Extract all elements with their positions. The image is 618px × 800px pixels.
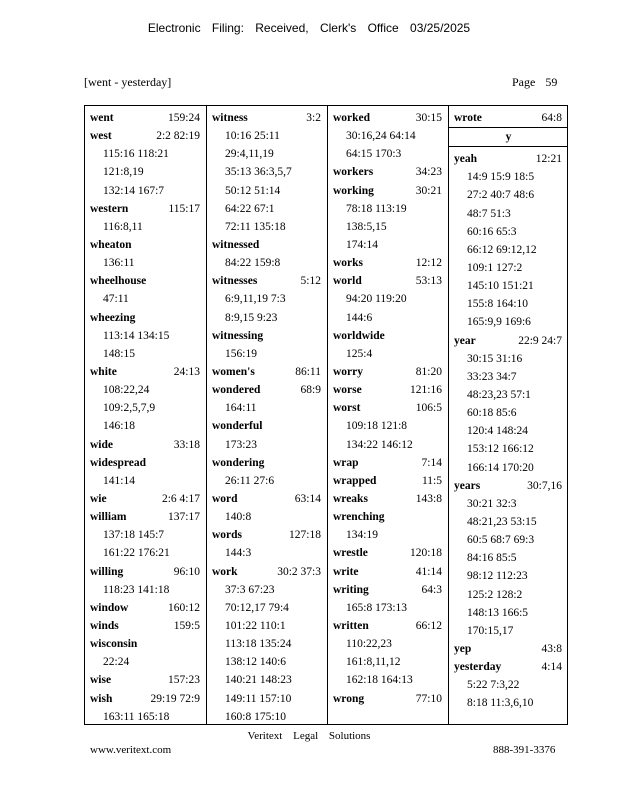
index-entry-heading — [333, 163, 444, 181]
index-reference: 24:13 — [173, 365, 200, 378]
index-entry-heading — [212, 272, 323, 290]
index-reference-line: 134:19 — [346, 529, 378, 542]
index-reference-line: 48:21,23 53:15 — [467, 515, 537, 528]
index-reference-line: 8:18 11:3,6,10 — [467, 697, 534, 710]
index-entry-heading — [90, 690, 202, 708]
index-word: years — [454, 479, 481, 492]
index-word: west — [90, 130, 112, 143]
index-word: worse — [333, 384, 362, 397]
index-reference: 143:8 — [415, 492, 442, 505]
index-entry-heading — [454, 150, 564, 168]
footer-company: Veritext Legal Solutions — [247, 730, 371, 742]
index-reference-line: 48:23,23 57:1 — [467, 388, 531, 401]
index-entry-heading — [333, 254, 444, 272]
index-entry-heading — [333, 454, 444, 472]
index-reference: 96:10 — [173, 565, 200, 578]
index-reference-line: 140:21 148:23 — [225, 674, 292, 687]
index-reference-line: 10:16 25:11 — [225, 130, 280, 143]
index-reference-line: 148:13 166:5 — [467, 606, 529, 619]
index-reference-line: 141:14 — [103, 474, 135, 487]
index-range: [went - yesterday] — [84, 75, 172, 89]
index-entry-heading — [333, 490, 444, 508]
index-word: writing — [333, 583, 369, 596]
index-word: wish — [90, 692, 113, 705]
index-reference-line: 109:18 121:8 — [346, 420, 408, 433]
index-reference: 2:2 82:19 — [156, 130, 200, 143]
index-reference-line: 161:8,11,12 — [346, 656, 401, 669]
index-reference: 3:2 — [306, 112, 321, 124]
index-reference-line: 113:18 135:24 — [225, 638, 292, 651]
index-entry-heading — [454, 332, 564, 350]
index-word: wondering — [212, 456, 265, 469]
index-reference-line: 66:12 69:12,12 — [467, 243, 537, 256]
index-reference: 12:21 — [535, 153, 562, 166]
index-entry-heading — [333, 472, 444, 490]
index-word: wheezing — [90, 311, 136, 324]
index-reference-line: 166:14 170:20 — [467, 461, 534, 474]
index-word: wonderful — [212, 420, 263, 433]
index-reference-line: 50:12 51:14 — [225, 184, 281, 197]
index-word: wrote — [454, 112, 482, 124]
index-reference-line: 136:11 — [103, 257, 135, 270]
index-reference: 159:5 — [173, 619, 200, 632]
index-reference-line: 110:22,23 — [346, 638, 392, 651]
index-reference-line: 121:8,19 — [103, 166, 144, 179]
index-reference: 30:2 37:3 — [277, 565, 321, 578]
index-entry-heading — [90, 599, 202, 617]
index-reference: 2:6 4:17 — [161, 492, 200, 505]
index-reference: 4:14 — [541, 661, 562, 674]
index-reference-line: 156:19 — [225, 347, 257, 360]
index-entry-heading — [90, 363, 202, 381]
index-entry-heading — [212, 363, 323, 381]
page-value: 59 — [545, 75, 558, 89]
index-column — [327, 106, 448, 724]
index-reference-line: 170:15,17 — [467, 624, 514, 637]
index-word: wrenching — [333, 511, 385, 524]
index-word: working — [333, 184, 374, 197]
index-reference-line: 125:2 128:2 — [467, 588, 523, 601]
index-word: willing — [90, 565, 124, 578]
index-reference: 22:9 24:7 — [518, 334, 562, 347]
index-entry-heading — [90, 272, 202, 290]
index-reference-line: 64:15 170:3 — [346, 148, 402, 161]
index-reference: 63:14 — [294, 492, 321, 505]
index-entry-heading — [333, 399, 444, 417]
index-word: winds — [90, 619, 119, 632]
index-reference: 77:10 — [415, 692, 442, 705]
index-word: wreaks — [333, 492, 368, 505]
index-word: written — [333, 619, 369, 632]
page-label: Page — [512, 75, 536, 89]
index-reference-line: 98:12 112:23 — [467, 570, 528, 583]
section-letter: y — [449, 127, 568, 147]
index-entry-heading — [212, 327, 323, 345]
index-reference-line: 60:18 85:6 — [467, 407, 517, 420]
index-word: wheelhouse — [90, 275, 147, 288]
index-word: witnessing — [212, 329, 264, 342]
index-reference-line: 149:11 157:10 — [225, 692, 292, 705]
index-entry-heading — [333, 544, 444, 562]
index-reference-line: 153:12 166:12 — [467, 443, 534, 456]
index-word: western — [90, 202, 129, 215]
index-reference-line: 47:11 — [103, 293, 129, 306]
index-reference: 68:9 — [300, 384, 321, 397]
word-index — [84, 105, 568, 725]
index-reference-line: 60:5 68:7 69:3 — [467, 534, 535, 547]
index-reference-line: 161:22 176:21 — [103, 547, 170, 560]
index-word: wrestle — [333, 547, 368, 560]
index-reference-line: 125:4 — [346, 347, 373, 360]
index-reference: 115:17 — [168, 202, 200, 215]
index-reference: 157:23 — [168, 674, 200, 687]
index-word: women's — [212, 365, 255, 378]
index-entry-heading — [212, 454, 323, 472]
index-word: witness — [212, 112, 248, 124]
index-reference-line: 160:8 175:10 — [225, 710, 287, 723]
index-reference-line: 60:16 65:3 — [467, 225, 517, 238]
index-entry-heading — [333, 327, 444, 345]
index-reference-line: 35:13 36:3,5,7 — [225, 166, 292, 179]
index-reference-line: 101:22 110:1 — [225, 619, 286, 632]
index-reference-line: 108:22,24 — [103, 384, 150, 397]
index-reference-line: 64:22 67:1 — [225, 202, 275, 215]
index-reference: 64:3 — [421, 583, 442, 596]
index-reference-line: 137:18 145:7 — [103, 529, 165, 542]
index-word: wisconsin — [90, 638, 138, 651]
index-word: write — [333, 565, 359, 578]
index-entry-heading — [90, 617, 202, 635]
index-reference-line: 70:12,17 79:4 — [225, 601, 289, 614]
index-entry-heading — [333, 690, 444, 708]
index-reference-line: 84:22 159:8 — [225, 257, 281, 270]
index-reference-line: 84:16 85:5 — [467, 552, 517, 565]
index-entry-heading — [333, 109, 444, 127]
index-reference: 12:12 — [415, 257, 442, 270]
index-reference-line: 155:8 164:10 — [467, 298, 529, 311]
index-entry-heading — [333, 617, 444, 635]
index-reference: 53:13 — [415, 275, 442, 288]
index-word: world — [333, 275, 362, 288]
index-word: witnessed — [212, 238, 260, 251]
index-entry-heading — [333, 381, 444, 399]
index-word: white — [90, 365, 117, 378]
index-reference: 64:8 — [541, 112, 562, 124]
index-entry-heading — [333, 508, 444, 526]
index-reference-line: 146:18 — [103, 420, 135, 433]
filing-stamp: Electronic Filing: Received, Clerk's Office 03/25/2025 — [147, 21, 471, 35]
index-reference-line: 144:3 — [225, 547, 252, 560]
index-reference-line: 165:8 173:13 — [346, 601, 408, 614]
index-entry-heading — [333, 272, 444, 290]
index-word: yep — [454, 642, 472, 655]
index-word: wrapped — [333, 474, 377, 487]
index-reference-line: 113:14 134:15 — [103, 329, 170, 342]
index-word: worldwide — [333, 329, 385, 342]
index-reference-line: 115:16 118:21 — [103, 148, 169, 161]
index-word: words — [212, 529, 243, 542]
index-entry-heading — [212, 417, 323, 435]
index-entry-heading — [90, 490, 202, 508]
index-word: wondered — [212, 384, 261, 397]
index-reference-line: 78:18 113:19 — [346, 202, 407, 215]
index-entry-heading — [454, 477, 564, 495]
index-reference-line: 33:23 34:7 — [467, 370, 517, 383]
index-reference-line: 120:4 148:24 — [467, 425, 529, 438]
index-reference: 66:12 — [415, 619, 442, 632]
index-reference-line: 6:9,11,19 7:3 — [225, 293, 286, 306]
index-reference: 30:7,16 — [527, 479, 562, 492]
index-entry-heading — [212, 381, 323, 399]
index-entry-heading — [212, 109, 323, 127]
index-reference-line: 164:11 — [225, 402, 257, 415]
index-word: worst — [333, 402, 361, 415]
index-word: yeah — [454, 153, 477, 166]
index-word: wie — [90, 492, 107, 505]
index-entry-heading — [90, 563, 202, 581]
index-entry-heading — [90, 671, 202, 689]
index-reference: 11:5 — [421, 474, 442, 487]
index-entry-heading — [90, 309, 202, 327]
index-entry-heading — [212, 526, 323, 544]
index-entry-heading — [454, 658, 564, 676]
index-word: year — [454, 334, 476, 347]
index-column — [206, 106, 327, 724]
index-entry-heading — [454, 640, 564, 658]
index-word: works — [333, 257, 364, 270]
index-reference: 7:14 — [421, 456, 442, 469]
index-entry-heading — [90, 127, 202, 145]
index-reference: 120:18 — [410, 547, 442, 560]
index-reference-line: 144:6 — [346, 311, 373, 324]
index-reference-line: 118:23 141:18 — [103, 583, 170, 596]
index-entry-heading — [90, 508, 202, 526]
page-number — [512, 75, 557, 90]
index-word: workers — [333, 166, 374, 179]
index-reference-line: 138:5,15 — [346, 220, 387, 233]
index-entry-heading — [90, 454, 202, 472]
index-reference: 81:20 — [415, 365, 442, 378]
index-reference-line: 14:9 15:9 18:5 — [467, 171, 535, 184]
index-reference-line: 162:18 164:13 — [346, 674, 413, 687]
index-reference: 127:18 — [289, 529, 321, 542]
index-reference-line: 26:11 27:6 — [225, 474, 275, 487]
index-reference-line: 140:8 — [225, 511, 252, 524]
index-entry-heading — [90, 236, 202, 254]
index-word: wrong — [333, 692, 365, 705]
index-reference-line: 109:1 127:2 — [467, 261, 523, 274]
index-reference: 137:17 — [168, 511, 200, 524]
index-entry-heading — [90, 635, 202, 653]
index-reference: 86:11 — [295, 365, 321, 378]
index-word: work — [212, 565, 238, 578]
index-word: worked — [333, 112, 371, 124]
index-reference-line: 148:15 — [103, 347, 135, 360]
index-reference: 33:18 — [173, 438, 200, 451]
index-word: william — [90, 511, 127, 524]
footer-website: www.veritext.com — [90, 744, 172, 756]
index-entry-heading — [212, 563, 323, 581]
index-reference: 106:5 — [415, 402, 442, 415]
index-word: word — [212, 492, 238, 505]
index-reference: 5:12 — [300, 275, 321, 288]
index-entry-heading — [333, 563, 444, 581]
index-entry-heading — [333, 182, 444, 200]
index-reference: 159:24 — [168, 112, 200, 124]
index-word: wrap — [333, 456, 359, 469]
index-reference-line: 174:14 — [346, 238, 378, 251]
index-reference-line: 29:4,11,19 — [225, 148, 274, 161]
index-reference-line: 116:8,11 — [103, 220, 143, 233]
index-reference-line: 8:9,15 9:23 — [225, 311, 278, 324]
footer-phone: 888-391-3376 — [493, 744, 556, 756]
index-column — [85, 106, 206, 724]
index-word: yesterday — [454, 661, 502, 674]
index-reference-line: 30:21 32:3 — [467, 497, 517, 510]
index-reference: 160:12 — [168, 601, 200, 614]
index-reference-line: 22:24 — [103, 656, 130, 669]
index-reference-line: 173:23 — [225, 438, 257, 451]
index-word: window — [90, 601, 129, 614]
index-reference-line: 132:14 167:7 — [103, 184, 165, 197]
index-reference-line: 27:2 40:7 48:6 — [467, 189, 535, 202]
index-column — [448, 106, 568, 724]
index-reference: 29:19 72:9 — [150, 692, 200, 705]
index-reference-line: 145:10 151:21 — [467, 280, 534, 293]
index-reference-line: 48:7 51:3 — [467, 207, 511, 220]
index-entry-heading — [212, 236, 323, 254]
index-entry-heading — [90, 200, 202, 218]
index-entry-heading — [212, 490, 323, 508]
index-reference-line: 94:20 119:20 — [346, 293, 407, 306]
index-entry-heading — [333, 363, 444, 381]
index-reference-line: 163:11 165:18 — [103, 710, 170, 723]
index-word: worry — [333, 365, 364, 378]
index-reference-line: 165:9,9 169:6 — [467, 316, 531, 329]
index-entry-heading — [90, 109, 202, 127]
index-reference-line: 5:22 7:3,22 — [467, 679, 520, 692]
index-reference: 121:16 — [410, 384, 442, 397]
index-word: wise — [90, 674, 112, 687]
index-reference: 30:15 — [415, 112, 442, 124]
index-reference: 43:8 — [541, 642, 562, 655]
index-word: went — [90, 112, 114, 124]
index-entry-heading — [90, 436, 202, 454]
index-reference-line: 109:2,5,7,9 — [103, 402, 156, 415]
index-reference-line: 30:15 31:16 — [467, 352, 523, 365]
index-reference-line: 72:11 135:18 — [225, 220, 286, 233]
index-reference-line: 138:12 140:6 — [225, 656, 287, 669]
index-entry-heading — [333, 581, 444, 599]
index-reference: 34:23 — [415, 166, 442, 179]
index-reference: 41:14 — [415, 565, 442, 578]
index-word: wide — [90, 438, 113, 451]
index-word: witnesses — [212, 275, 258, 288]
index-reference: 30:21 — [415, 184, 442, 197]
index-entry-heading — [454, 109, 564, 127]
index-reference-line: 30:16,24 64:14 — [346, 130, 416, 143]
index-reference-line: 37:3 67:23 — [225, 583, 275, 596]
index-reference-line: 134:22 146:12 — [346, 438, 413, 451]
index-word: wheaton — [90, 238, 132, 251]
index-word: widespread — [90, 456, 147, 469]
